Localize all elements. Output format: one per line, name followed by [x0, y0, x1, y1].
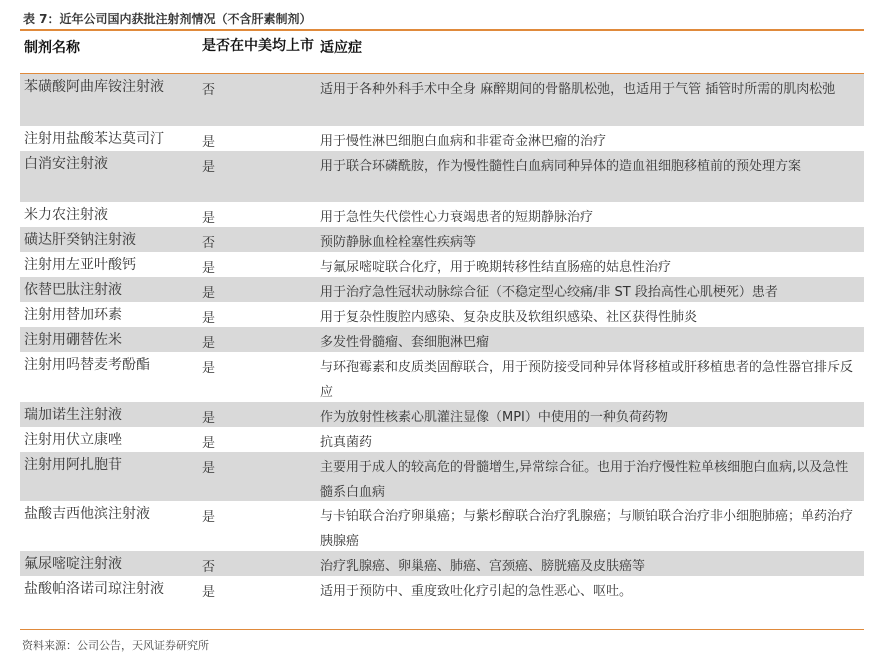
cell-indication: 作为放射性核素心肌灌注显像（MPI）中使用的一种负荷药物	[320, 410, 668, 425]
cell-drug-name: 白消安注射液	[24, 156, 108, 172]
table-row	[20, 576, 864, 601]
table-row	[20, 252, 864, 277]
cell-indication: 用于急性失代偿性心力衰竭患者的短期静脉治疗	[320, 210, 594, 225]
table-row	[20, 74, 864, 126]
cell-indication: 预防静脉血栓栓塞性疾病等	[320, 235, 477, 250]
cell-indication: 适用于各种外科手术中全身 麻醉期间的骨骼肌松弛，也适用于气管 插管时所需的肌肉松弛	[320, 82, 836, 97]
table-body	[20, 74, 864, 601]
cell-indication: 抗真菌药	[320, 435, 373, 450]
cell-indication: 适用于预防中、重度致吐化疗引起的急性恶心、呕吐。	[320, 584, 633, 599]
cell-drug-name: 瑞加诺生注射液	[24, 407, 122, 423]
cell-indication: 与环孢霉素和皮质类固醇联合，用于预防接受同种异体肾移植或肝移植患者的急性器官排斥反应	[320, 360, 854, 400]
cell-drug-name: 盐酸帕洛诺司琼注射液	[24, 581, 164, 597]
cell-indication: 治疗乳腺癌、卵巢癌、肺癌、宫颈癌、膀胱癌及皮肤癌等	[320, 559, 646, 574]
table-title: 表 7：近年公司国内获批注射剂情况（不含肝素制剂）	[23, 12, 312, 26]
cell-approved: 是	[202, 286, 216, 301]
cell-approved: 是	[202, 411, 216, 426]
cell-approved: 是	[202, 261, 216, 276]
cell-approved: 是	[202, 585, 216, 600]
cell-drug-name: 氟尿嘧啶注射液	[24, 556, 122, 572]
cell-drug-name: 注射用盐酸苯达莫司汀	[24, 131, 164, 147]
cell-drug-name: 磺达肝癸钠注射液	[24, 232, 136, 248]
table-row	[20, 227, 864, 252]
cell-approved: 是	[202, 211, 216, 226]
header-indication: 适应症	[320, 40, 362, 56]
cell-indication: 与氟尿嘧啶联合化疗，用于晚期转移性结直肠癌的姑息性治疗	[320, 260, 672, 275]
cell-approved: 否	[202, 560, 216, 575]
table-row	[20, 302, 864, 327]
cell-approved: 是	[202, 135, 216, 150]
cell-indication: 用于联合环磷酰胺，作为慢性髓性白血病同种异体的造血祖细胞移植前的预处理方案	[320, 159, 802, 174]
cell-drug-name: 注射用阿扎胞苷	[24, 457, 122, 473]
table-row	[20, 151, 864, 202]
cell-approved: 否	[202, 236, 216, 251]
cell-drug-name: 注射用替加环素	[24, 307, 122, 323]
cell-drug-name: 苯磺酸阿曲库铵注射液	[24, 79, 164, 95]
table-row	[20, 427, 864, 452]
table-row	[20, 202, 864, 227]
cell-drug-name: 依替巴肽注射液	[24, 282, 122, 298]
header-approved: 是否在中美均上市	[202, 38, 314, 54]
table-row	[20, 402, 864, 427]
cell-indication: 主要用于成人的较高危的骨髓增生,异常综合征。也用于治疗慢性粒单核细胞白血病,以及急性髓系白血病	[320, 460, 849, 500]
cell-drug-name: 注射用左亚叶酸钙	[24, 257, 136, 273]
cell-approved: 否	[202, 83, 216, 98]
cell-approved: 是	[202, 311, 216, 326]
cell-indication: 与卡铂联合治疗卵巢癌；与紫杉醇联合治疗乳腺癌；与顺铂联合治疗非小细胞肺癌；单药治疗胰腺癌	[320, 509, 854, 549]
cell-drug-name: 注射用硼替佐米	[24, 332, 122, 348]
table-header	[20, 32, 864, 73]
source-note: 资料来源：公司公告，天风证券研究所	[22, 639, 209, 652]
cell-drug-name: 注射用伏立康唑	[24, 432, 122, 448]
table-row	[20, 327, 864, 352]
cell-drug-name: 注射用吗替麦考酚酯	[24, 357, 150, 373]
cell-approved: 是	[202, 436, 216, 451]
cell-indication: 用于慢性淋巴细胞白血病和非霍奇金淋巴瘤的治疗	[320, 134, 607, 149]
cell-approved: 是	[202, 361, 216, 376]
table-row	[20, 551, 864, 576]
cell-indication: 用于治疗急性冠状动脉综合征（不稳定型心绞痛/非 ST 段抬高性心肌梗死）患者	[320, 285, 778, 300]
table-row	[20, 501, 864, 551]
table-row	[20, 452, 864, 501]
cell-approved: 是	[202, 160, 216, 175]
table-row	[20, 352, 864, 402]
cell-indication: 多发性骨髓瘤、套细胞淋巴瘤	[320, 335, 490, 350]
cell-drug-name: 盐酸吉西他滨注射液	[24, 506, 150, 522]
cell-drug-name: 米力农注射液	[24, 207, 108, 223]
cell-approved: 是	[202, 461, 216, 476]
cell-approved: 是	[202, 510, 216, 525]
cell-approved: 是	[202, 336, 216, 351]
table-row	[20, 277, 864, 302]
bottom-rule	[20, 629, 864, 630]
table-row	[20, 126, 864, 151]
top-rule	[20, 29, 864, 31]
cell-indication: 用于复杂性腹腔内感染、复杂皮肤及软组织感染、社区获得性肺炎	[320, 310, 698, 325]
header-name: 制剂名称	[24, 40, 80, 56]
